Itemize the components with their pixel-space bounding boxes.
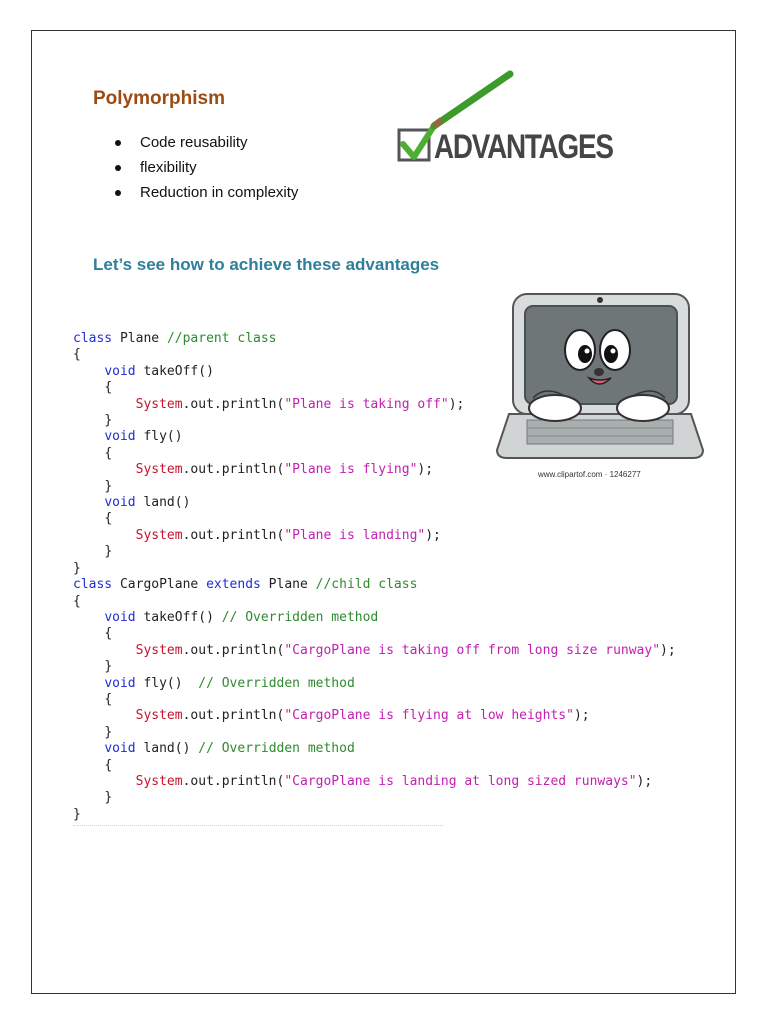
code-string: "CargoPlane is flying at low heights" [284, 708, 574, 724]
code-end: ); [636, 773, 653, 789]
code-method-signature: land() [135, 741, 199, 757]
code-system: System [135, 642, 183, 658]
code-brace: { [104, 511, 113, 527]
code-system: System [135, 708, 183, 724]
section-heading: Polymorphism [93, 88, 225, 109]
code-method-signature: land() [135, 495, 191, 511]
code-call: .out.println( [182, 773, 285, 789]
code-system: System [135, 773, 183, 789]
code-keyword: void [104, 609, 136, 625]
code-class-name: Plane [112, 331, 167, 346]
code-end: ); [573, 708, 590, 724]
code-keyword: void [104, 495, 136, 511]
code-end: ); [425, 527, 441, 543]
code-string: "CargoPlane is landing at long sized runways" [284, 773, 637, 789]
code-call: .out.println( [182, 462, 285, 478]
code-comment: // Overridden method [198, 741, 355, 757]
code-brace: } [104, 659, 113, 675]
code-string: "Plane is flying" [284, 462, 418, 478]
image-credit: www.clipartof.com · 1246277 [538, 470, 641, 479]
code-brace: { [104, 380, 113, 396]
code-brace: } [104, 544, 113, 560]
list-item: Code reusability [115, 132, 298, 157]
code-brace: } [73, 806, 81, 822]
code-keyword: void [104, 363, 136, 379]
code-method-signature: fly() [135, 675, 199, 691]
code-brace: { [73, 593, 81, 609]
advantages-image [390, 62, 613, 182]
code-string: "Plane is taking off" [284, 396, 449, 412]
code-call: .out.println( [182, 396, 285, 412]
code-comment: // Overridden method [198, 675, 355, 691]
code-keyword: extends [206, 577, 261, 593]
code-keyword: class [73, 331, 113, 346]
cropped-line [73, 825, 443, 830]
list-item: Reduction in complexity [115, 182, 298, 207]
code-brace: } [104, 478, 113, 494]
code-brace: { [104, 626, 113, 642]
code-class-name: Plane [260, 577, 316, 593]
code-method-signature: fly() [135, 429, 183, 445]
code-brace: } [104, 790, 113, 806]
code-string: "CargoPlane is taking off from long size runway" [284, 642, 661, 658]
code-brace: } [73, 560, 81, 576]
advantages-label: ADVANTAGES [434, 128, 613, 166]
code-comment: //child class [315, 577, 418, 593]
code-brace: { [73, 347, 81, 363]
code-brace: { [104, 757, 113, 773]
code-call: .out.println( [182, 642, 285, 658]
subheading: Let’s see how to achieve these advantages [93, 255, 440, 274]
code-keyword: void [104, 429, 136, 445]
code-call: .out.println( [182, 527, 285, 543]
code-brace: { [104, 445, 113, 461]
code-system: System [135, 527, 183, 543]
code-class-name: CargoPlane [112, 577, 207, 593]
list-item: flexibility [115, 157, 298, 182]
advantages-list [115, 132, 298, 207]
code-keyword: void [104, 741, 136, 757]
code-end: ); [448, 396, 465, 412]
code-brace: } [104, 724, 113, 740]
laptop-mascot-icon [495, 290, 705, 465]
code-comment: //parent class [166, 331, 277, 346]
code-brace: } [104, 413, 113, 429]
code-method-signature: takeOff() [135, 609, 222, 625]
code-system: System [135, 396, 183, 412]
laptop-mascot-image [495, 290, 705, 480]
code-keyword: void [104, 675, 136, 691]
code-end: ); [660, 642, 676, 658]
code-method-signature: takeOff() [135, 363, 214, 379]
code-brace: { [104, 691, 113, 707]
code-system: System [135, 462, 183, 478]
code-keyword: class [73, 577, 113, 593]
code-call: .out.println( [182, 708, 285, 724]
code-comment: // Overridden method [221, 609, 379, 625]
code-string: "Plane is landing" [284, 527, 426, 543]
code-end: ); [417, 462, 434, 478]
